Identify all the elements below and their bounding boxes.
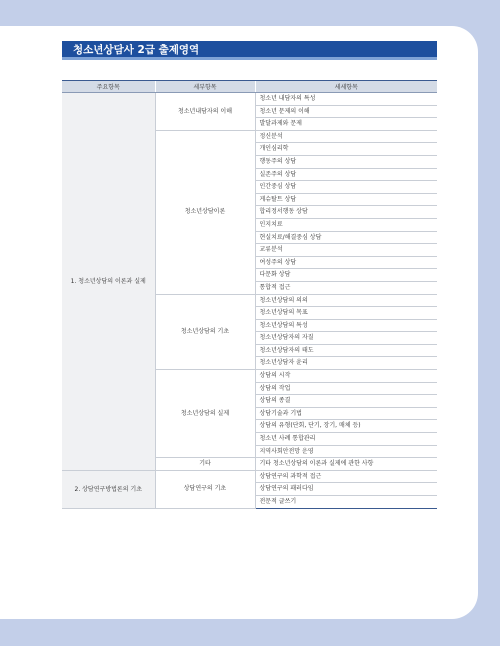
sub-item: 상담연구의 기초 (155, 470, 255, 508)
detail-item: 상담의 시작 (255, 370, 437, 383)
detail-item: 기타 청소년상담의 이론과 실제에 관한 사항 (255, 458, 437, 471)
sub-item: 청소년내담자의 이해 (155, 93, 255, 131)
detail-item: 현실치료/해결중심 상담 (255, 231, 437, 244)
table-row (62, 470, 437, 483)
detail-item: 청소년 문제의 이해 (255, 105, 437, 118)
sub-item: 기타 (155, 458, 255, 471)
detail-item: 인간중심 상담 (255, 181, 437, 194)
detail-item: 청소년상담자의 태도 (255, 344, 437, 357)
main-item-1: 1. 청소년상담의 이론과 실제 (62, 93, 155, 471)
detail-item: 행동주의 상담 (255, 155, 437, 168)
detail-item: 실존주의 상담 (255, 168, 437, 181)
table-row (62, 93, 437, 106)
detail-item: 교류분석 (255, 244, 437, 257)
detail-item: 청소년상담의 의의 (255, 294, 437, 307)
header-detail: 세세항목 (255, 81, 437, 93)
detail-item: 정신분석 (255, 130, 437, 143)
main-item-2: 2. 상담연구방법론의 기초 (62, 470, 155, 508)
detail-item: 상담연구의 패러다임 (255, 483, 437, 496)
detail-item: 청소년상담자의 자질 (255, 332, 437, 345)
detail-item: 합리정서행동 상담 (255, 206, 437, 219)
detail-item: 발달과제와 문제 (255, 118, 437, 131)
detail-item: 청소년상담자 윤리 (255, 357, 437, 370)
detail-item: 다문화 상담 (255, 269, 437, 282)
detail-item: 통합적 접근 (255, 281, 437, 294)
header-sub: 세부항목 (155, 81, 255, 93)
sub-item: 청소년상담의 기초 (155, 294, 255, 370)
detail-item: 상담기술과 기법 (255, 407, 437, 420)
detail-item: 상담의 작업 (255, 382, 437, 395)
detail-item: 인지치료 (255, 218, 437, 231)
detail-item: 청소년상담의 특성 (255, 319, 437, 332)
detail-item: 상담의 유형(단회, 단기, 장기, 매체 등) (255, 420, 437, 433)
detail-item: 상담의 종결 (255, 395, 437, 408)
sub-item: 청소년상담이론 (155, 130, 255, 294)
detail-item: 여성주의 상담 (255, 256, 437, 269)
detail-item: 청소년 사례 통합관리 (255, 433, 437, 446)
detail-item: 청소년상담의 목표 (255, 307, 437, 320)
detail-item: 게슈탈트 상담 (255, 193, 437, 206)
header-main: 주요항목 (62, 81, 155, 93)
section-title: 청소년상담사 2급 출제영역 (62, 41, 437, 60)
detail-item: 개인심리학 (255, 143, 437, 156)
exam-outline-table (62, 80, 437, 509)
detail-item: 상담연구의 과학적 접근 (255, 470, 437, 483)
table-header-row (62, 81, 437, 93)
detail-item: 전문적 글쓰기 (255, 496, 437, 509)
detail-item: 지역사회안전망 운영 (255, 445, 437, 458)
sub-item: 청소년상담의 실제 (155, 370, 255, 458)
detail-item: 청소년 내담자의 특성 (255, 93, 437, 106)
